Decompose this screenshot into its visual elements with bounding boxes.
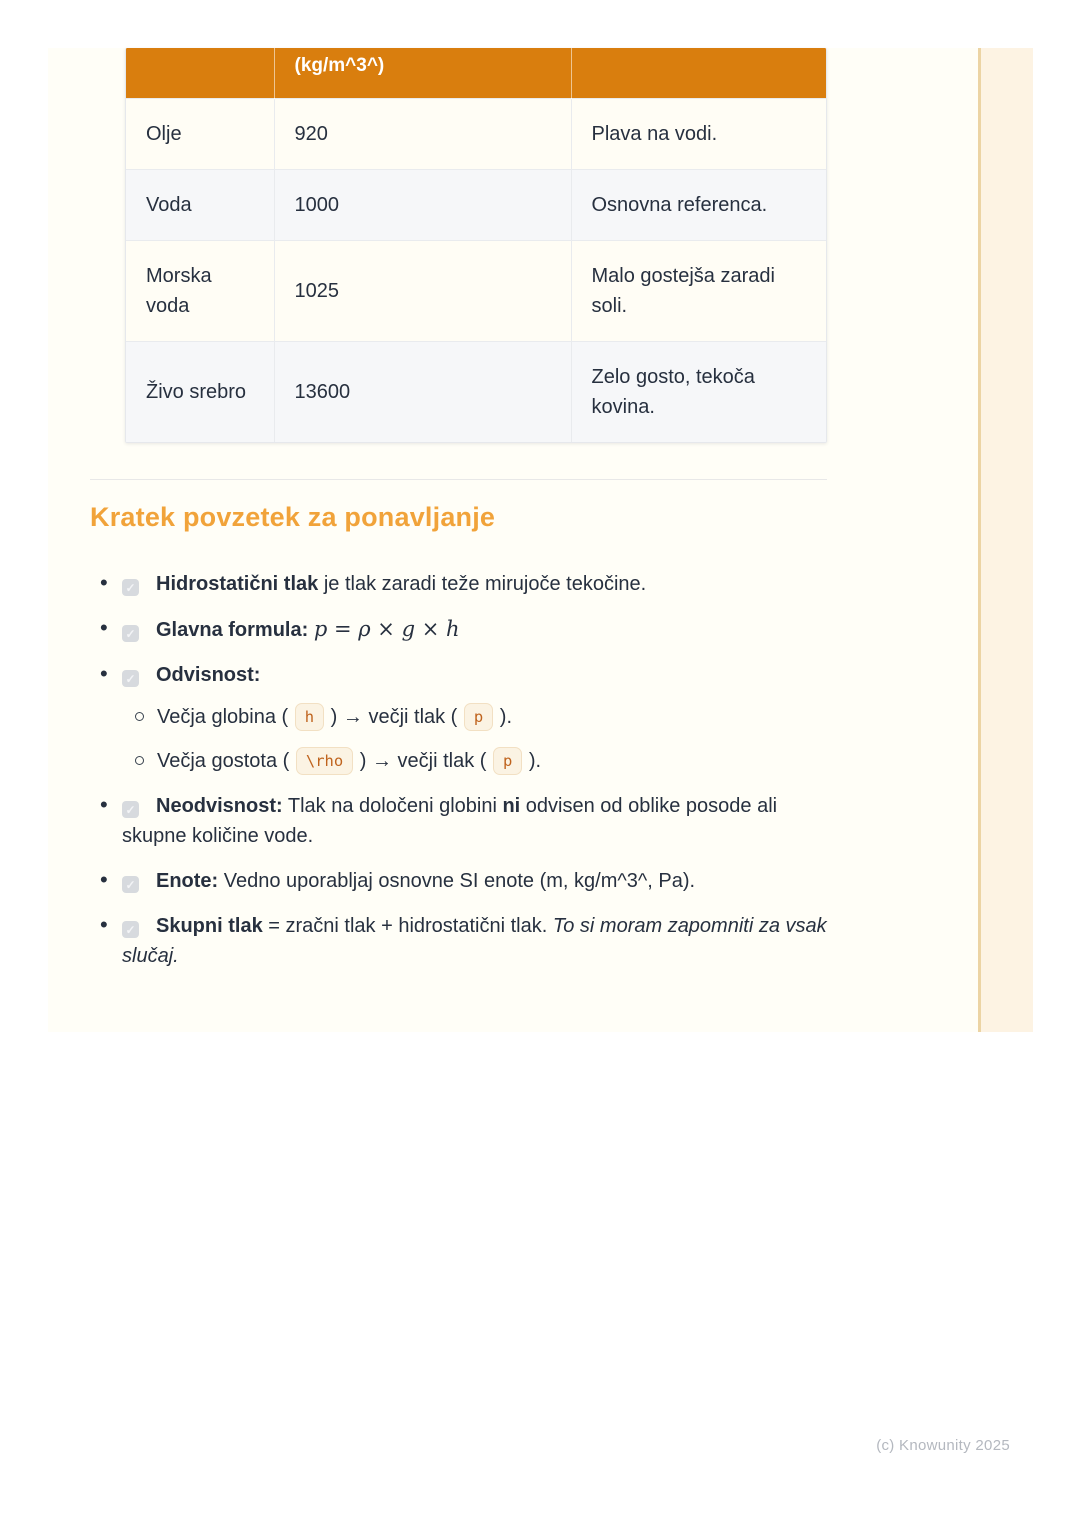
note-cell: Malo gostejša zaradi soli. xyxy=(571,240,827,341)
inline-code-chip: p xyxy=(464,703,493,731)
checklist-item xyxy=(90,866,827,896)
sub-list-item xyxy=(122,746,827,776)
bold-text: Odvisnost: xyxy=(156,663,261,686)
bold-text: Enote: xyxy=(156,869,219,892)
density-table-body xyxy=(126,98,827,442)
bold-text: Hidrostatični tlak xyxy=(156,572,319,595)
header-cell-substance xyxy=(126,48,274,98)
table-row xyxy=(126,240,827,341)
table-row xyxy=(126,341,827,442)
density-cell: 13600 xyxy=(274,341,571,442)
text-segment: ) → večji tlak ( xyxy=(325,705,463,728)
bold-text: ni xyxy=(502,794,521,817)
text-segment: odvisen od oblike posode ali skupne količine vode. xyxy=(122,794,778,847)
density-table-header xyxy=(126,48,827,98)
table-row xyxy=(126,98,827,169)
substance-cell: Voda xyxy=(126,169,274,240)
density-cell: 920 xyxy=(274,98,571,169)
text-segment: = zračni tlak + hidrostatični tlak. xyxy=(262,914,553,937)
text-segment: Vedno uporabljaj osnovne SI enote (m, kg/m^3^, Pa). xyxy=(218,869,696,892)
checkbox-checked-icon: ✓ xyxy=(122,921,139,938)
text-segment: je tlak zaradi teže mirujoče tekočine. xyxy=(318,572,647,595)
text-segment: ). xyxy=(494,705,513,728)
text-segment: Večja gostota ( xyxy=(157,749,295,772)
text-segment: ). xyxy=(523,749,542,772)
density-table xyxy=(126,48,827,442)
inline-code-chip: p xyxy=(493,747,522,775)
table-row xyxy=(126,169,827,240)
section-divider xyxy=(90,479,827,480)
checklist-item xyxy=(90,791,827,851)
checklist-item xyxy=(90,911,827,971)
note-cell: Plava na vodi. xyxy=(571,98,827,169)
sub-list-item xyxy=(122,702,827,732)
checkbox-checked-icon: ✓ xyxy=(122,876,139,893)
sub-list xyxy=(122,702,827,776)
text-segment: ) → večji tlak ( xyxy=(354,749,492,772)
checklist-item xyxy=(90,614,827,645)
bold-text: Skupni tlak xyxy=(156,914,263,937)
checkbox-checked-icon: ✓ xyxy=(122,579,139,596)
text-segment: Večja globina ( xyxy=(157,705,294,728)
header-cell-note xyxy=(571,48,827,98)
note-cell: Osnovna referenca. xyxy=(571,169,827,240)
density-table-wrap xyxy=(125,48,827,443)
summary-checklist xyxy=(90,569,827,971)
bold-text: Neodvisnost: xyxy=(156,794,283,817)
substance-cell: Morska voda xyxy=(126,240,274,341)
inline-code-chip: \rho xyxy=(296,747,353,775)
checklist-item xyxy=(90,660,827,776)
math-formula: p = ρ × g × h xyxy=(313,616,460,641)
checkbox-checked-icon: ✓ xyxy=(122,625,139,642)
header-cell-density: (kg/m^3^) xyxy=(274,48,571,98)
density-cell: 1000 xyxy=(274,169,571,240)
substance-cell: Živo srebro xyxy=(126,341,274,442)
inline-code-chip: h xyxy=(295,703,324,731)
page-content xyxy=(48,48,827,971)
note-page xyxy=(48,48,1033,1032)
italic-text: To si moram zapomniti za vsak slučaj. xyxy=(122,914,827,967)
footer-credit: (c) Knowunity 2025 xyxy=(876,1437,1010,1454)
checkbox-checked-icon: ✓ xyxy=(122,670,139,687)
section-title: Kratek povzetek za ponavljanje xyxy=(90,501,496,532)
text-segment: Tlak na določeni globini xyxy=(282,794,503,817)
checklist-item xyxy=(90,569,827,599)
note-cell: Zelo gosto, tekoča kovina. xyxy=(571,341,827,442)
checkbox-checked-icon: ✓ xyxy=(122,801,139,818)
bold-text: Glavna formula: xyxy=(156,618,314,641)
density-cell: 1025 xyxy=(274,240,571,341)
page-margin-strip xyxy=(978,48,1033,1032)
substance-cell: Olje xyxy=(126,98,274,169)
